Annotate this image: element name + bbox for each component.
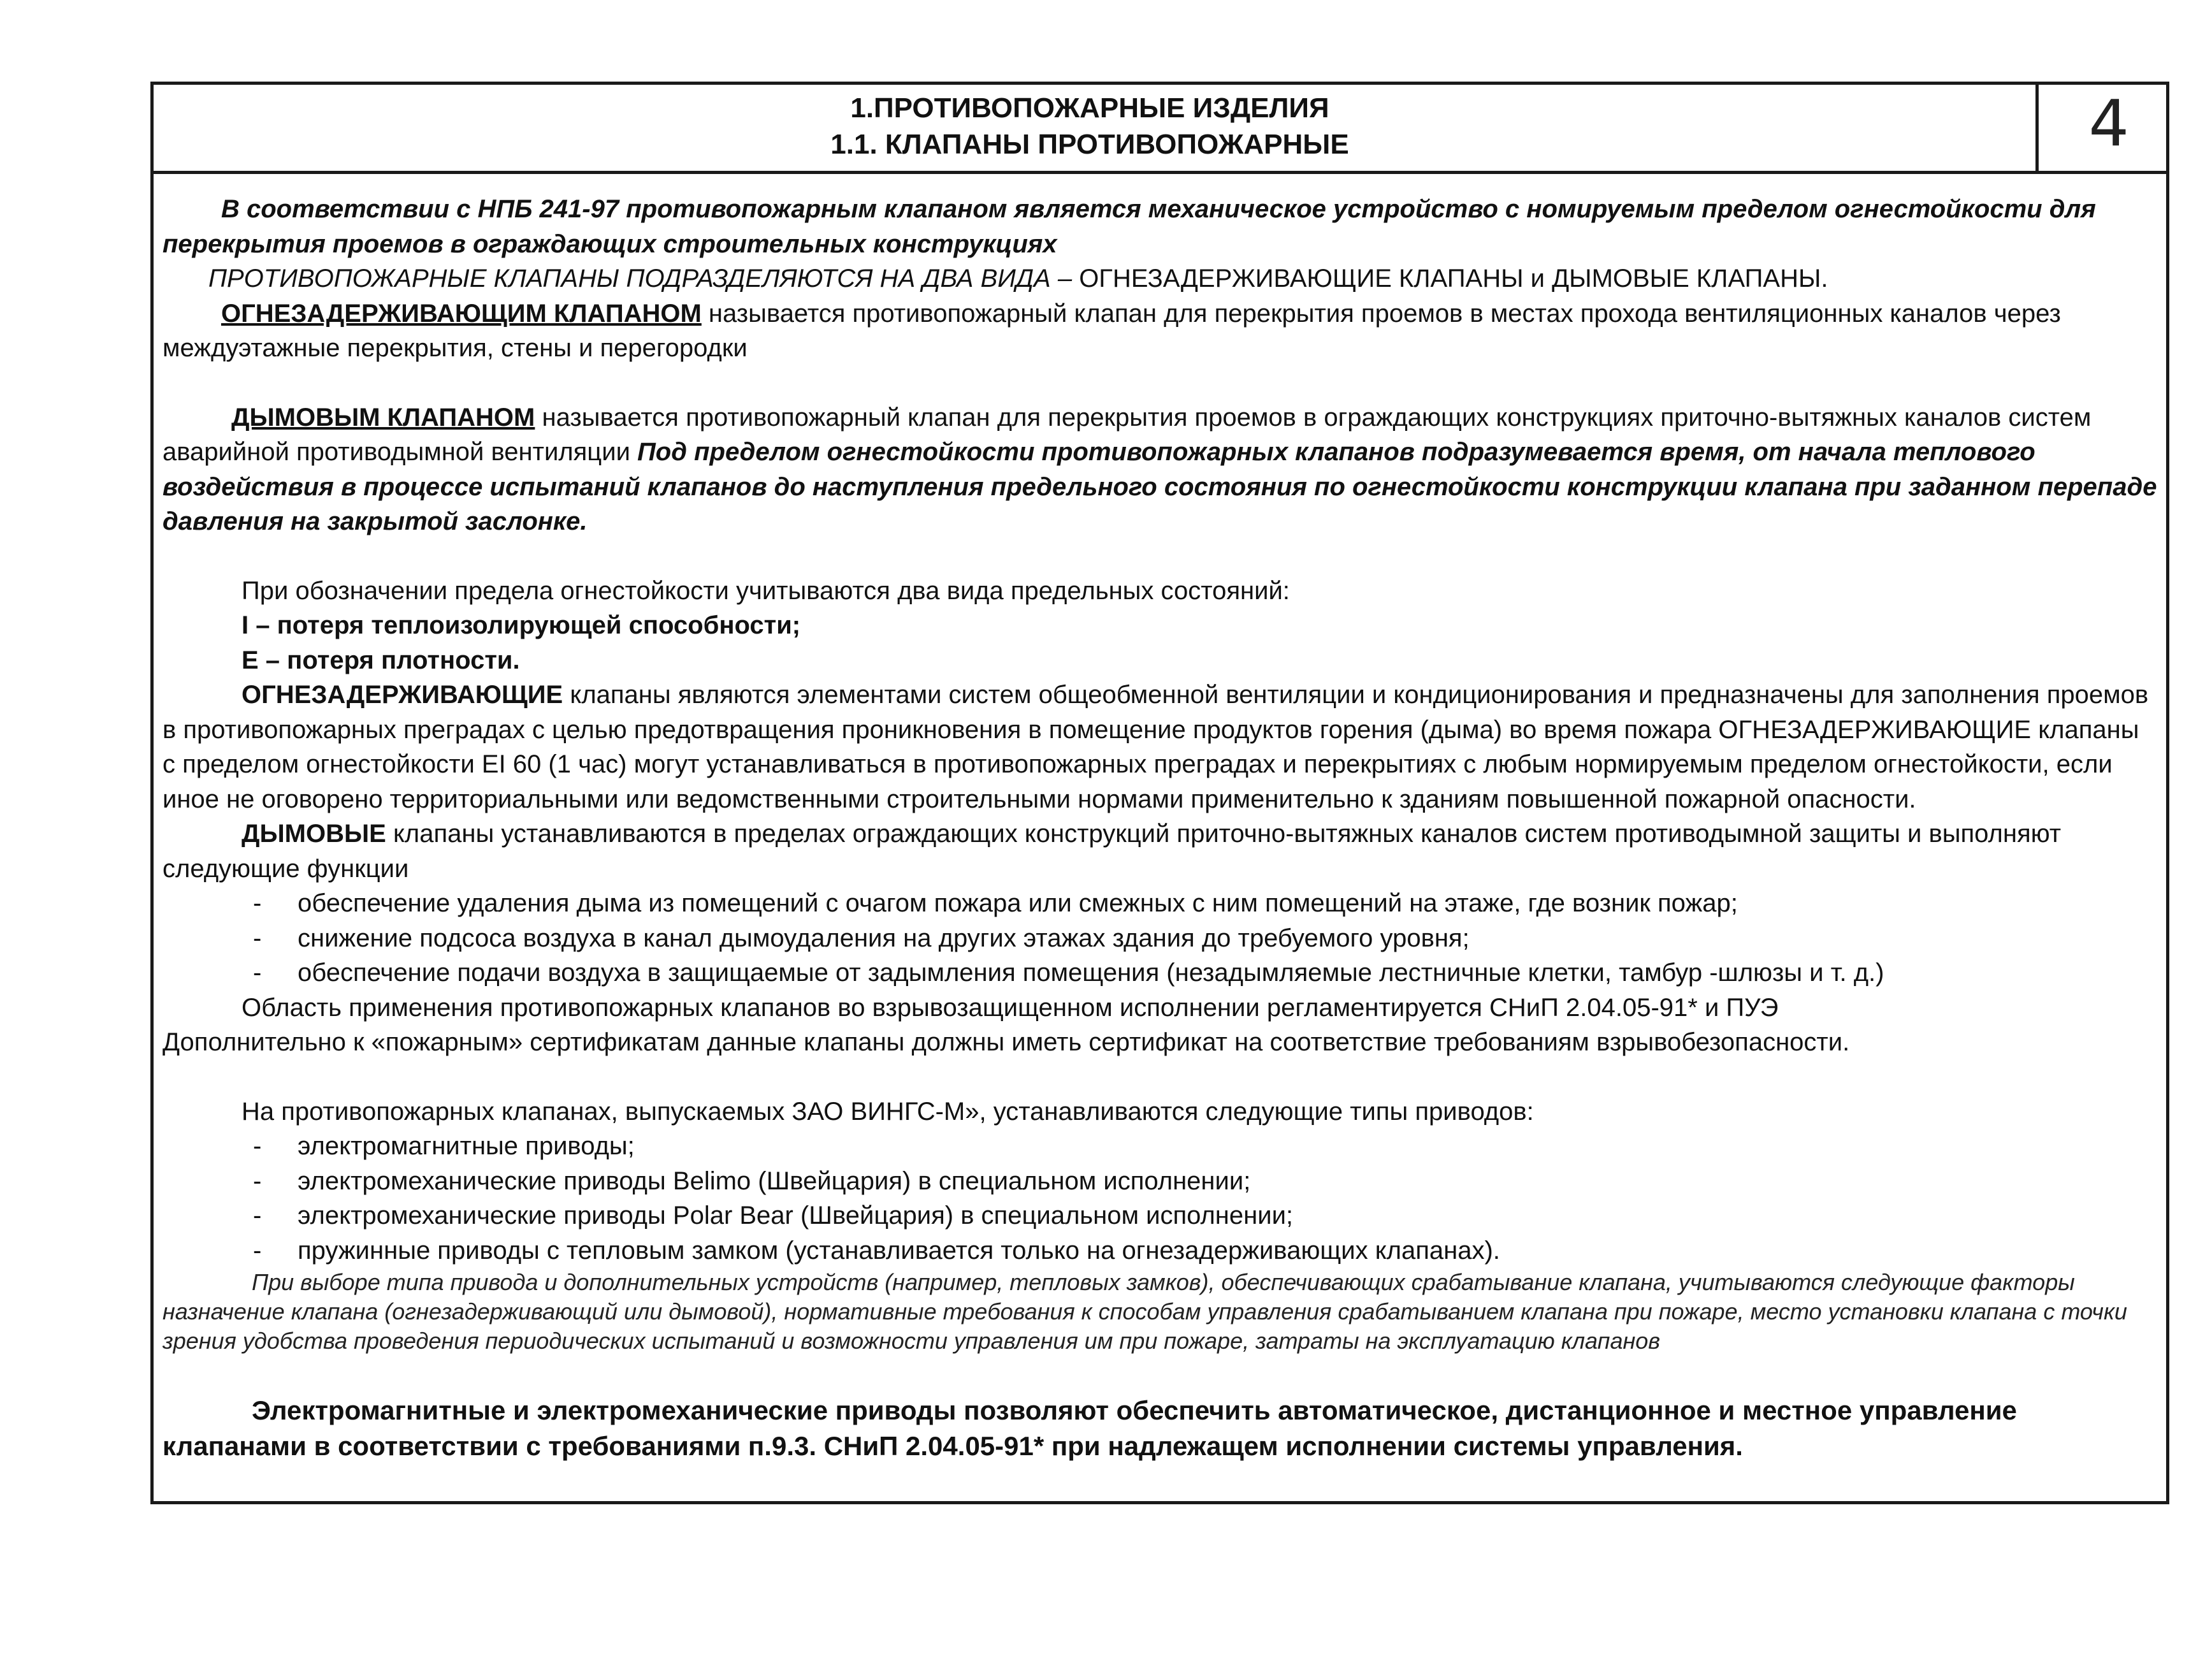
list-item: - снижение подсоса воздуха в канал дымоудаления на других этажах здания до требуемого уровня; bbox=[253, 924, 1470, 952]
valve-types-lead: ПРОТИВОПОЖАРНЫЕ КЛАПАНЫ ПОДРАЗДЕЛЯЮТСЯ НА ДВА ВИДА – bbox=[208, 265, 1073, 293]
list-item: - электромеханические приводы Polar Bear (Швейцария) в специальном исполнении; bbox=[253, 1201, 1294, 1230]
fire-valve-definition bbox=[163, 296, 2158, 366]
drive-selection-note: При выборе типа привода и дополнительных устройств (например, тепловых замков), обеспечивающих срабатывание клапана, учитываются следующие факторы назначение клапана (огнезадерживающий или дымовой), нормативные требования к способам управления срабатыванием клапана при пожаре, место установки клапана с точки зрения удобства проведения периодических испытаний и возможности управления им при пожаре, затраты на эксплуатацию клапанов bbox=[163, 1269, 2127, 1354]
smoke-valve-text: называется противопожарный клапан для перекрытия проемов в ограждающих конструкциях приточно-вытяжных каналов систем аварийной противодымной вентиляции bbox=[163, 403, 2092, 466]
drives-lead: На противопожарных клапанах, выпускаемых ЗАО ВИНГС-М», устанавливаются следующие типы приводов: bbox=[242, 1097, 1534, 1126]
explosion-proof-certificate: Дополнительно к «пожарным» сертификатам данные клапаны должны иметь сертификат на соответствие требованиям взрывобезопасности. bbox=[163, 1028, 1850, 1056]
fire-valve-term: ОГНЕЗАДЕРЖИВАЮЩИМ КЛАПАНОМ bbox=[221, 299, 702, 328]
fire-valves-term: ОГНЕЗАДЕРЖИВАЮЩИЕ bbox=[242, 681, 563, 709]
spacer bbox=[163, 1060, 2158, 1094]
list-item: - пружинные приводы с тепловым замком (устанавливается только на огнезадерживающих клапанах). bbox=[253, 1236, 1500, 1265]
list-item: - обеспечение подачи воздуха в защищаемые от задымления помещения (незадымляемые лестничные клетки, тамбур -шлюзы и т. д.) bbox=[253, 959, 1884, 987]
fire-valves-text: клапаны являются элементами систем общеобменной вентиляции и кондиционирования и предназначены для заполнения проемов в противопожарных преградах с целью предотвращения проникновения в помещение продуктов горения (дыма) во время пожара ОГНЕЗАДЕРЖИВАЮЩИЕ клапаны с пределом огнестойкости EI 60 (1 час) могут устанавливаться в противопожарных преградах и перекрытиях с любым нормируемым пределом огнестойкости, если иное не оговорено территориальными или ведомственными строительными нормами применительно к зданиям повышенной пожарной опасности. bbox=[163, 681, 2149, 813]
spacer bbox=[163, 1356, 2158, 1393]
conclusion-paragraph: Электромагнитные и электромеханические приводы позволяют обеспечить автоматическое, дистанционное и местное управление клапанами в соответствии с требованиями п.9.3. СНиП 2.04.05-91* при надлежащем исполнении системы управления. bbox=[163, 1395, 2017, 1461]
list-item: - обеспечение удаления дыма из помещений с очагом пожара или смежных с ним помещений на этаже, где возник пожар; bbox=[253, 889, 1738, 917]
smoke-valve-definition bbox=[163, 400, 2158, 539]
limit-state-i: I – потеря теплоизолирующей способности; bbox=[242, 611, 801, 639]
fire-resistance-limit-definition: Под пределом огнестойкости противопожарных клапанов подразумевается время, от начала теплового воздействия в процессе испытаний клапанов до наступления предельного состояния по огнестойкости конструкции клапана при заданном перепаде давления на закрытой заслонке. bbox=[163, 438, 2157, 535]
sheet-number: 4 bbox=[2088, 86, 2129, 161]
drive-type-4: пружинные приводы с тепловым замком (устанавливается только на огнезадерживающих клапанах). bbox=[298, 1236, 1500, 1265]
spacer bbox=[163, 366, 2158, 400]
smoke-function-1: обеспечение удаления дыма из помещений с очагом пожара или смежных с ним помещений на этаже, где возник пожар; bbox=[298, 889, 1738, 917]
limit-state-e: Е – потеря плотности. bbox=[242, 646, 520, 674]
fire-valves-paragraph bbox=[163, 678, 2158, 817]
smoke-function-2: снижение подсоса воздуха в канал дымоудаления на других этажах здания до требуемого уровня; bbox=[298, 924, 1470, 952]
limit-states-lead: При обозначении предела огнестойкости учитываются два вида предельных состояний: bbox=[242, 576, 1290, 605]
document-frame bbox=[150, 82, 2169, 1504]
smoke-valves-term: ДЫМОВЫЕ bbox=[242, 820, 386, 848]
spacer bbox=[163, 539, 2158, 574]
list-item: - электромагнитные приводы; bbox=[253, 1132, 635, 1160]
subsection-title: 1.1. КЛАПАНЫ ПРОТИВОПОЖАРНЫЕ bbox=[830, 129, 1349, 160]
title-block bbox=[154, 90, 2026, 163]
smoke-valve-term: ДЫМОВЫМ КЛАПАНОМ bbox=[231, 403, 535, 432]
fire-valve-text: называется противопожарный клапан для перекрытия проемов в местах прохода вентиляционных каналов через междуэтажные перекрытия, стены и перегородки bbox=[163, 299, 2061, 362]
section-title: 1.ПРОТИВОПОЖАРНЫЕ ИЗДЕЛИЯ bbox=[850, 92, 1329, 124]
drive-type-1: электромагнитные приводы; bbox=[298, 1132, 635, 1160]
valve-types bbox=[163, 261, 2158, 296]
drive-type-3: электромеханические приводы Polar Bear (Швейцария) в специальном исполнении; bbox=[298, 1201, 1294, 1230]
list-item: - электромеханические приводы Belimo (Швейцария) в специальном исполнении; bbox=[253, 1166, 1251, 1195]
document-body bbox=[163, 192, 2158, 1464]
valve-types-list: ОГНЕЗАДЕРЖИВАЮЩИЕ КЛАПАНЫ и ДЫМОВЫЕ КЛАПАНЫ. bbox=[1072, 265, 1828, 293]
drive-type-2: электромеханические приводы Belimo (Швейцария) в специальном исполнении; bbox=[298, 1166, 1251, 1195]
header-block bbox=[154, 85, 2166, 174]
valve-definition: В соответствии с НПБ 241-97 противопожарным клапаном является механическое устройство с номируемым пределом огнестойкости для перекрытия проемов в ограждающих строительных конструкциях bbox=[163, 195, 2096, 258]
explosion-proof-scope: Область применения противопожарных клапанов во взрывозащищенном исполнении регламентируется СНиП 2.04.05-91* и ПУЭ bbox=[242, 993, 1779, 1022]
smoke-valves-text: клапаны устанавливаются в пределах ограждающих конструкций приточно-вытяжных каналов систем противодымной защиты и выполняют следующие функции bbox=[163, 820, 2062, 883]
smoke-valves-paragraph bbox=[163, 817, 2158, 886]
smoke-function-3: обеспечение подачи воздуха в защищаемые от задымления помещения (незадымляемые лестничные клетки, тамбур -шлюзы и т. д.) bbox=[298, 959, 1884, 987]
sheet-number-cell bbox=[2035, 85, 2166, 171]
